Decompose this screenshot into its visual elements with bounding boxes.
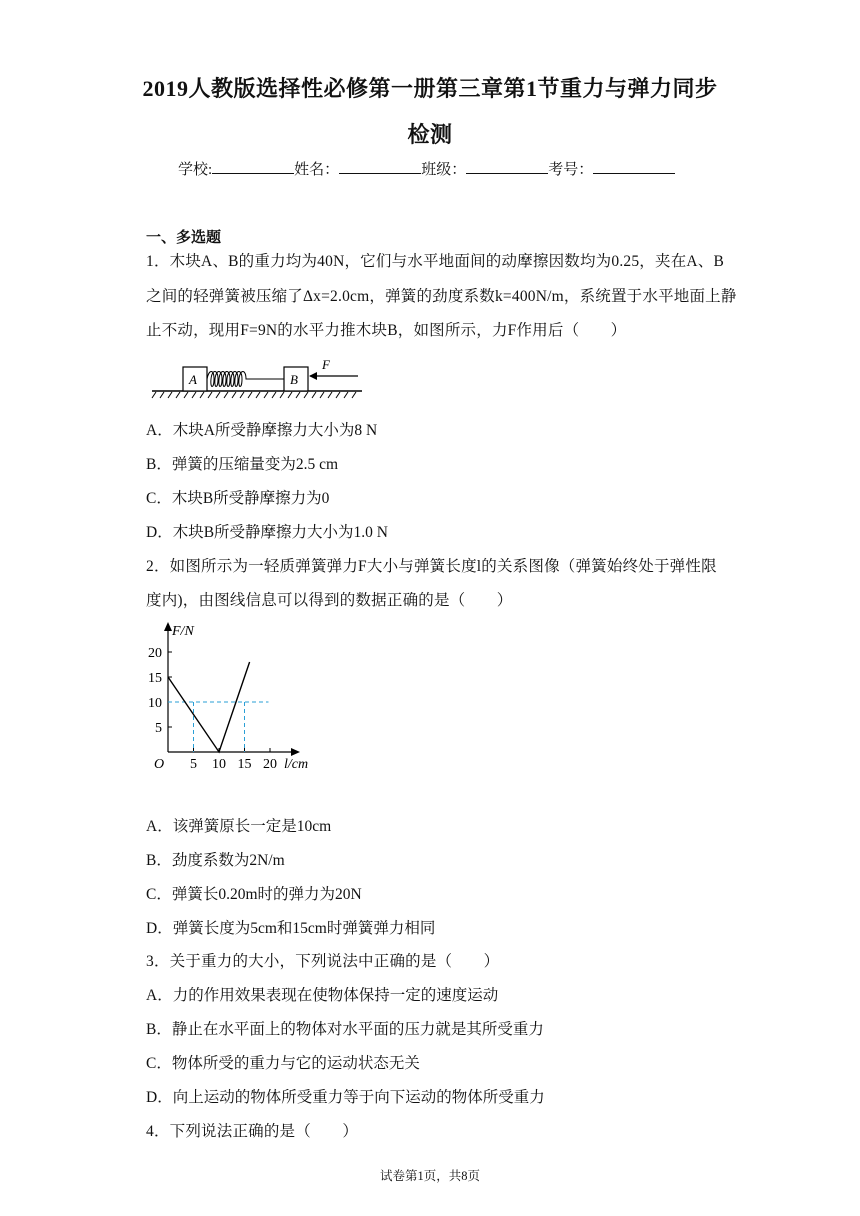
q1-option-c: C．木块B所受静摩擦力为0: [146, 490, 330, 507]
title-line-2: 检测: [407, 122, 453, 147]
block-a-label: A: [189, 372, 197, 387]
y-axis-label: F/N: [172, 624, 194, 639]
title-line-1: 2019人教版选择性必修第一册第三章第1节重力与弹力同步: [142, 76, 718, 101]
student-info: [178, 158, 675, 179]
y-tick-label: 10: [148, 696, 162, 711]
x-tick-label: 15: [237, 757, 252, 772]
school-blank[interactable]: [212, 160, 294, 174]
q2-line-2: 度内)，由图线信息可以得到的数据正确的是（ ）: [146, 592, 513, 609]
exam-no-label: 考号：: [548, 162, 594, 178]
origin-label: O: [154, 757, 165, 772]
x-tick-label: 5: [190, 757, 197, 772]
q1-line-3: 止不动，现用F=9N的水平力推木块B，如图所示，力F作用后（ ）: [146, 322, 627, 339]
x-tick-label: 20: [263, 757, 277, 772]
name-label: 姓名：: [294, 162, 340, 178]
school-label: 学校:: [178, 162, 213, 178]
q1-option-a: A．木块A所受静摩擦力大小为8 N: [146, 422, 378, 439]
x-tick-label: 10: [212, 757, 226, 772]
q1-line-1: 1．木块A、B的重力均为40N，它们与水平地面间的动摩擦因数均为0.25，夹在A、B: [146, 253, 725, 270]
q2-option-d: D．弹簧长度为5cm和15cm时弹簧弹力相同: [146, 920, 436, 937]
q1-option-d: D．木块B所受静摩擦力大小为1.0 N: [146, 524, 388, 541]
y-tick-label: 20: [148, 646, 162, 661]
q1-option-b: B．弹簧的压缩量变为2.5 cm: [146, 456, 339, 473]
x-axis-arrowhead: [291, 748, 300, 756]
name-blank[interactable]: [339, 160, 421, 174]
exam-no-blank[interactable]: [593, 160, 675, 174]
y-tick-label: 15: [148, 671, 162, 686]
q2-option-a: A．该弹簧原长一定是10cm: [146, 818, 332, 835]
q3-option-d: D．向上运动的物体所受重力等于向下运动的物体所受重力: [146, 1089, 545, 1106]
block-b-label: B: [290, 372, 298, 387]
q3-option-a: A．力的作用效果表现在使物体保持一定的速度运动: [146, 987, 499, 1004]
force-length-chart: [140, 618, 340, 778]
q3-option-c: C．物体所受的重力与它的运动状态无关: [146, 1055, 420, 1072]
y-axis-arrowhead: [164, 622, 172, 631]
section-heading: 一、多选题: [146, 230, 222, 246]
y-tick-label: 5: [155, 721, 162, 736]
class-label: 班级：: [421, 162, 467, 178]
force-label: F: [322, 357, 330, 372]
page-footer: 试卷第1页，共8页: [379, 1169, 480, 1183]
q4-line-1: 4．下列说法正确的是（ ）: [146, 1123, 359, 1140]
force-length-line: [168, 662, 250, 752]
q2-option-c: C．弹簧长0.20m时的弹力为20N: [146, 886, 362, 903]
class-blank[interactable]: [466, 160, 548, 174]
x-axis-label: l/cm: [284, 757, 309, 772]
q2-line-1: 2．如图所示为一轻质弹簧弹力F大小与弹簧长度l的关系图像（弹簧始终处于弹性限: [146, 558, 717, 575]
q1-line-2: 之间的轻弹簧被压缩了Δx=2.0cm，弹簧的劲度系数k=400N/m，系统置于水平地面上静: [146, 288, 737, 305]
spring: [207, 372, 284, 387]
spring-blocks-figure: [150, 356, 370, 402]
q2-option-b: B．劲度系数为2N/m: [146, 852, 285, 869]
force-arrowhead: [309, 372, 317, 380]
q3-line-1: 3．关于重力的大小，下列说法中正确的是（ ）: [146, 953, 500, 970]
q3-option-b: B．静止在水平面上的物体对水平面的压力就是其所受重力: [146, 1021, 544, 1038]
